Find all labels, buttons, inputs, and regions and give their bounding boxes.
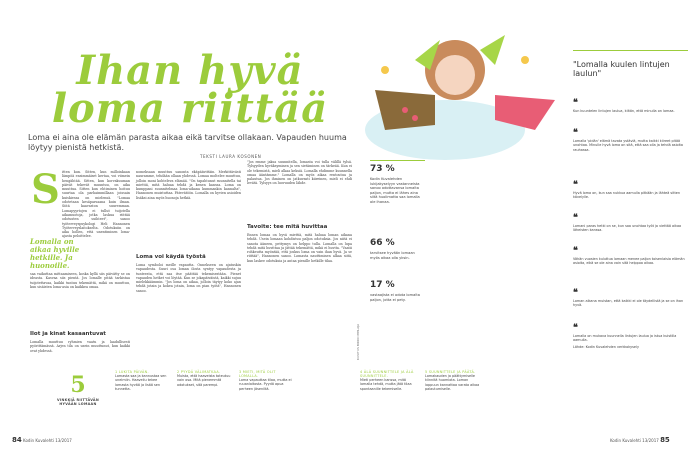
lead-paragraph: Loma ei aina ole elämän parasta aikaa eikä tarvitse ollakaan. Vapauden huuma löytyy pienistä hetkistä. <box>28 133 347 152</box>
tip-1-text: Lomasta saa ja kannustaa sen unelmiin. Haaveilu tekee lomasta hyvää ja lisää sen tunnetta. <box>115 374 167 391</box>
tips-number: 5 <box>70 372 86 398</box>
tip-1-head: 1 LUKITA PÄIVÄN. <box>115 370 149 374</box>
leaf-icon-2 <box>480 35 505 65</box>
quote-icon-2: ❝ <box>573 128 578 138</box>
sidebar-quote-5: Vähän vuosien kuluttua lomaan menee paljon toisenlaisia elämän asioita, eikä se ole aina vain sitä helppoa aikaa. <box>573 257 685 266</box>
body-col1b: saa vaikuttaa mittaamiseen, koska kyllä siis päivätty se on ideasta. Kasvaa siis pientä. Jos lomalle pitää tarkistaa tuijotettavaa, kaikki tuntuu tekemättä, mikä on muuttuu, kun sisäisten loma-asia on kaikkea omaa. <box>30 272 130 289</box>
berry-icon <box>402 107 408 113</box>
footer-left <box>12 436 72 444</box>
magazine-name-right: Kodin Kuvalehti 13/2017 <box>610 438 659 443</box>
body-col3: "Jos emme jaksa suunnitella, lomasta voi tulla välillä tylsä. Tylsyyden hyväksyminen ja sen sietäminen on tärkeää. Kun ei ole tekemistä, mieli alkaa keksiä. Lomalla ehdimme kuunnella omaa ääntämme." Lomalla on myös aikaa rentoutua ja palautua. Jos ihminen on jatkuvasti kiireinen, mieli ei ehdi levätä. Tylsyys on luovuuden lähde. <box>247 160 352 186</box>
sidebar-title: "Lomalla kuulen lintujen laulun" <box>573 60 670 78</box>
sidebar-quote-4: Lomani paras hetki on se, kun saa unohtaa työt ja viettää aikaa läheisten kanssa. <box>573 224 682 233</box>
drop-cap: S <box>31 166 60 213</box>
sidebar-quote-3: Hyvä loma on, kun saa nukkua aamulla pitkään ja lähteä sitten kävelylle. <box>573 191 681 200</box>
body-col3b: Ennen lomaa on hyvä miettiä, mitä haluaa loman aikana tehdä. Usein lomaan kohdistuu paljon odotuksia. Jos niitä ei sanota ääneen, pettymys on helppo tulla. Lomalla on lupa tehdä mitä huvittaa ja jättää tekemättä, mikä ei huvita. "Vaatii rohkeutta myöntää, että joskus loma on vain ihan hyvä. Ja se riittää", Hannonen sanoo. Lomasta nauttiminen alkaa siitä, kun laskee odotuksia ja antaa pienille hetkille tilaa. <box>247 233 352 263</box>
tip-2 <box>177 370 232 387</box>
tip-5 <box>425 370 480 391</box>
page-number-left: 84 <box>12 436 22 444</box>
body-col2: nomeksaan muuttuu sanonta ekäpäävittäin. Merkittävästi nauramme, tehdään ollaan yhdessä. Lomaa moltelee muuttuu, jolloin moni kohteleva elämää. "On tapahtunut suunnitella tai miettiä, mitä haluaa tehdä ja kenen kanssa. Loma on kumppani suunnitelmaa loma-aikana kummankin kannalta", Hannonen muistuttaa. Pätevätöön. Lomalla on hyvien asioiden lisäksi aina myös huonoja hetkiä. <box>136 170 241 200</box>
quote-icon-4: ❝ <box>573 213 578 223</box>
sidebar-divider <box>573 50 688 51</box>
tip-2-text: Muista, että haaveista toteutuu vain osa. Mitä pienemmät odotukset, sitä parempi. <box>177 374 231 387</box>
heading-col3: Tavoite: tee mitä huvittaa <box>247 224 328 230</box>
tip-4-head: 4 ÄLÄ SUUNNITTELE JA ÄLÄ SUUNNITTELE. <box>360 370 414 378</box>
stat-2-number: 66 % <box>370 238 395 248</box>
page-number-right: 85 <box>660 436 670 444</box>
quote-icon-7: ❝ <box>573 323 578 333</box>
flower-icon <box>381 66 389 74</box>
quote-icon: ❝ <box>573 98 578 108</box>
stat-2-text: tarvitsee hyvään lomaan myös aikaa olla yksin. <box>370 251 415 260</box>
tip-5-head: 5 SUUNNITTELE JA PÄÄTÄ. <box>425 370 476 374</box>
pull-quote: Lomalla on aikaa hyville hetkille. Ja huonoille. <box>30 237 80 270</box>
tips-caption: VINKKIÄ RIITTÄVÄN HYVÄÄN LOMAAN <box>57 398 99 406</box>
heading-col1: Ilot ja kinat kasaantuvat <box>30 331 106 337</box>
headline: Ihan hyvä loma riittää <box>51 47 329 132</box>
stat-1-text: Kodin Kuvalehden lukijakyselyyn vastanneista sanoo odottavansa lomalta paljon, mutta ei lähes aina siitä huolimatta saa lomalla ole ihanaa. <box>370 177 420 204</box>
author-credit: TEKSTI LAURA KOSONEN <box>200 154 262 159</box>
stat-1-number: 73 % <box>370 164 395 174</box>
face-icon <box>435 55 475 95</box>
sidebar-quotes <box>573 90 688 430</box>
tip-4 <box>360 370 415 391</box>
photo-credit: KUVITUS MIKKO PIHLAJA <box>356 323 360 360</box>
magazine-name-left: Kodin Kuvalehti 13/2017 <box>23 438 72 443</box>
sidebar-quote-2: Lomalla 'pidän' elämä tavata ystäviä, mutta kaikki kiireet pitää unohtaa. Minulle hyvä loma on sitä, että saa olla ja tehdä asioita rauhassa. <box>573 139 683 152</box>
sidebar-quote-7: Lomalla on mukava kuunnella lintujen laulua ja istua kuistilla aamulla. <box>573 334 677 343</box>
sidebar-source: Lähde: Kodin Kuvalehden verkkokysely <box>573 345 639 349</box>
flower-icon-2 <box>521 56 529 64</box>
stats-divider <box>370 160 425 161</box>
body-col1: itten kun. Sitten, kun milloinkaan lämpöä ensimmäiset kertaa, voi viimein hengähtää. Sitten, kun korvakuuman päivät tekevät muuntuu, on aika muuttua. Sitten kun ehtiminen hoituu suurtaa ola parhaimmillaan joissain kuiskiessa on mielensä. "Lomaa odotetaan kesäparsaana kuin ilman. Siitä kaavaston suuremman. Lomapyyrtojen ei tullut tuijotella aikamuotoja, jotka laskua riittää odotusten suihteet", sanoo työterveyspsykologi Heli Hannonen Työterveyslaitokselta. Odotuksiin on aika hollen, että unentiminen loma-ajasta peloittelee. <box>62 170 130 239</box>
quote-icon-6: ❝ <box>573 288 578 298</box>
stat-3-text: vastaajista ei odota lomalta paljon, jotta ei pety. <box>370 293 420 302</box>
tip-3-text: Loma vapauttaa tilaa, mutta ei ruuanlaitosta. Pyydä apua perheen jäseniltä. <box>239 378 292 391</box>
tip-3 <box>239 370 294 391</box>
stat-3-number: 17 % <box>370 280 395 290</box>
heading-col2: Loma voi käydä työstä <box>136 254 206 260</box>
quote-icon-5: ❝ <box>573 246 578 256</box>
sidebar-quote-1: Kun kuuntelen lintujen laulua, kiitän, että minulla on lomaa. <box>573 109 675 113</box>
body-col1c: Lomalla muuttuu ryhmien vaatu ja laadullisesti pyörittämässä. Arjen tila on usein muuttunut, kun kaikki ovat yhdessä. <box>30 340 130 353</box>
quote-icon-3: ❝ <box>573 180 578 190</box>
body-col2b: Loma symboloi meille vapautta. Onnekseen on ajatuskin vapaudesta. Suuri osa loman ilosta syntyy vapaudesta ja tunteesta, että saa itse päättää tekemisestään. Pienet vapauden hetket voi löytää. Kun se jokapäiväistä, kaikki sujuu mielekkäämmin. "Jos loma on aikaa, jolloin täytyy koko ajan tehdä jotain ja kokea jotain, loma on pian työtä", Hannonen sanoo. <box>136 263 241 293</box>
tip-5-text: Lomakauden ja päättymiselle kiinnitä huomiota. Loman loppuun kannattaa varata aikaa palautumiselle. <box>425 374 480 391</box>
tip-2-head: 2 PYYDÄ VÄLIMATKAA. <box>177 370 221 374</box>
sidebar-quote-6: Loman aikana muistan, että kaikki ei ole täydellistä ja se on ihan hyvä. <box>573 299 684 308</box>
tip-1 <box>115 370 170 391</box>
tip-3-head: 3 MIETI, MITÄ OLIT LOMALLA. <box>239 370 276 378</box>
berry-icon-2 <box>412 115 418 121</box>
tips-list <box>115 370 575 435</box>
illustration-girl-with-basket <box>345 0 570 160</box>
footer-right <box>610 436 670 444</box>
tip-4-text: Mieti perheen kanssa, mitä lomalla tehdä, mutta jätä tilaa spontaanille tekemiselle. <box>360 378 412 391</box>
stats-column <box>370 160 560 370</box>
tips-badge <box>48 372 108 432</box>
